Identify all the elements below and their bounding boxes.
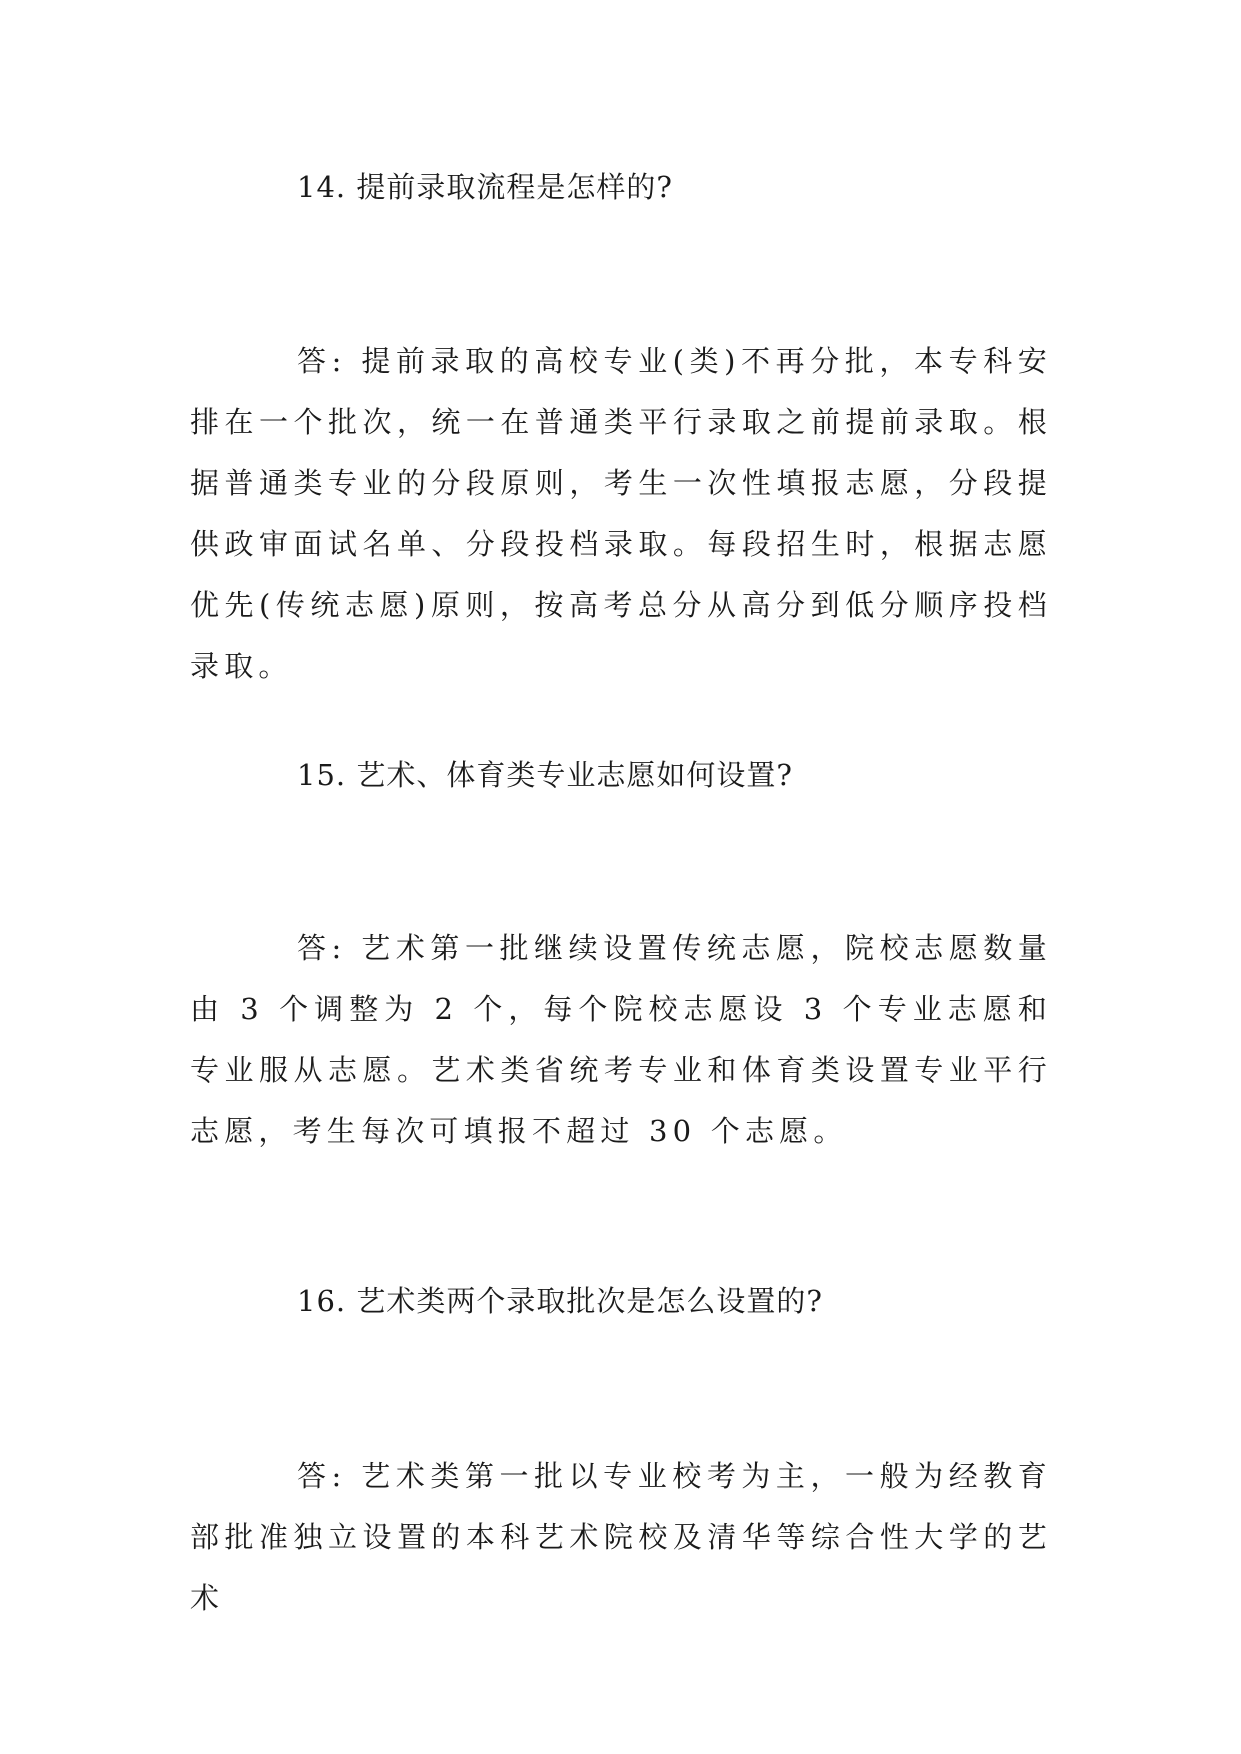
question-15-heading: 15. 艺术、体育类专业志愿如何设置? bbox=[297, 758, 793, 792]
answer-15-paragraph bbox=[190, 918, 1052, 1162]
question-14-heading: 14. 提前录取流程是怎样的? bbox=[297, 170, 673, 204]
answer-14-paragraph bbox=[190, 331, 1052, 697]
answer-16-paragraph bbox=[190, 1446, 1052, 1629]
answer-16-text: 答: 艺术类第一批以专业校考为主，一般为经教育部批准独立设置的本科艺术院校及清华等综合性大学的艺术 bbox=[190, 1459, 1052, 1615]
answer-15-text: 答: 艺术第一批继续设置传统志愿，院校志愿数量由 3 个调整为 2 个，每个院校志愿设 3 个专业志愿和专业服从志愿。艺术类省统考专业和体育类设置专业平行志愿，考生每次可填报不超过 30 个志愿。 bbox=[190, 931, 1052, 1148]
answer-14-text: 答: 提前录取的高校专业(类)不再分批，本专科安排在一个批次，统一在普通类平行录取之前提前录取。根据普通类专业的分段原则，考生一次性填报志愿，分段提供政审面试名单、分段投档录取。每段招生时，根据志愿优先(传统志愿)原则，按高考总分从高分到低分顺序投档录取。 bbox=[190, 344, 1052, 683]
question-16-heading: 16. 艺术类两个录取批次是怎么设置的? bbox=[297, 1284, 823, 1318]
